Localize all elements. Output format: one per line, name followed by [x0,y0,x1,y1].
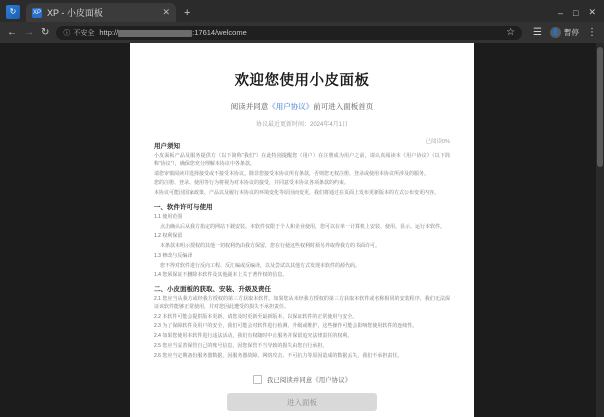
security-status[interactable] [63,28,94,38]
subtitle-suffix: 前可进入面板首页 [313,102,374,111]
nav-right-controls [533,27,597,38]
agreement-item: 2.5 您应当妥善保管自己的账号信息，因您保管不当导致的损失由您自行承担。 [154,342,328,349]
agreement-paragraph: 请您审慎阅读并选择接受或不接受本协议。除非您接受本协议所有条款，否则您无权注册、登录或使用本协议所涉及的服务。 [154,170,430,177]
agree-checkbox-row[interactable] [130,375,474,384]
scrollbar-thumb[interactable] [597,47,603,167]
agreement-scroll-panel[interactable] [154,137,450,365]
agreement-paragraph: 小皮面板产品及服务提供方（以下简称“我们”）在此特别提醒您（用户）在注册成为用户之前，请认真阅读本《用户协议》（以下简称“协议”），确保您充分理解本协议中各条款。 [154,153,450,167]
agreement-item: 2.3 为了保障软件及用户的安全，我们可能会对软件进行检测、升级或维护，这些操作可能会影响您使用软件的连续性。 [154,323,418,330]
subtitle-prefix: 阅读并同意 [230,102,269,111]
app-logo-icon: ↻ [6,5,20,19]
page-title: 欢迎您使用小皮面板 [234,73,370,89]
agreement-item: 1.3 修改与反编译 [154,252,193,259]
agreement-item: 2.4 如果您使用本软件进行违法活动，我们有权随时中止服务并保留追究法律责任的权利。 [154,333,353,339]
close-window-button[interactable]: ✕ [588,7,596,17]
bookmark-star-icon[interactable]: ☆ [506,26,516,38]
page-scrollbar[interactable] [596,43,604,417]
agreement-paragraph: 本协议可能因国家政策、产品以及履行本协议的环境变化等原因而变更，我们将通过在页面上发布更新版本的方式公布变更内容。 [154,190,440,196]
agreement-item: 点击确认后从我方指定的网站下载安装。本软件仅限于个人和企业使用，您可以在单一计算机上安装、使用、显示、运行本软件。 [160,223,446,230]
tab-close-icon[interactable]: ✕ [162,7,170,17]
read-progress-badge: 已阅读0% [425,139,450,145]
page-subtitle [130,101,474,112]
maximize-button[interactable]: □ [573,7,579,18]
browser-menu-icon[interactable]: ⋮ [587,26,597,38]
agree-checkbox-label: 我已阅读并同意《用户协议》 [266,377,352,384]
agreement-section-title: 一、软件许可与使用 [154,203,213,211]
agreement-item: 本条款未明示授权的其他一切权利仍由我方保留，您在行使这些权利时须另外取得我方的书面许可。 [160,243,381,249]
user-agreement-link[interactable]: 《用户协议》 [268,102,314,111]
tab-favicon-icon: XP [32,9,41,16]
tab-title: XP - 小皮面板 [47,8,103,18]
page-viewport [0,43,604,417]
minimize-button[interactable]: – [558,7,564,18]
agreement-section-title: 二、小皮面板的获取、安装、升级及责任 [154,286,271,293]
forward-icon[interactable]: → [24,26,34,38]
avatar: 👤 [550,27,561,38]
agreement-item: 2.6 您应当定期备份服务器数据，因服务器故障、网络攻击、不可抗力等原因造成的数据丢失，我们不承担责任。 [154,352,403,359]
extensions-icon[interactable]: ☰ [533,26,542,38]
info-icon: ⓘ [63,29,71,37]
back-icon[interactable]: ← [7,26,17,38]
agreement-item: 1.2 权利保留 [154,233,183,240]
security-label: 不安全 [73,29,95,37]
agreement-item: 1.4 您须保证不删除本软件及其他副本上关于著作权的信息。 [154,272,288,279]
profile-label: 暫停 [564,28,579,37]
agreement-item: 2.2 本软件可能会提供版本更新，请您及时更新至最新版本，以保证软件的正常使用与安全。 [154,313,358,320]
profile-button[interactable] [550,27,579,38]
navigation-bar [0,22,604,43]
agreement-item: 您不得对软件进行反向工程、反汇编或反编译，以及尝试以其他方式发现本软件的源代码。 [160,262,361,269]
browser-tab[interactable] [26,3,176,22]
window-controls [558,7,596,18]
agreement-heading: 用户须知 [154,143,180,150]
tab-strip [0,0,604,22]
address-bar[interactable] [56,26,522,40]
enter-panel-button[interactable]: 进入面板 [227,393,377,411]
agree-checkbox[interactable] [253,375,262,384]
agreement-item: 2.1 您应当从我方或经我方授权的第三方获取本软件。如果您从未经我方授权的第三方获取本软件或名称相同的安装程序，我们无法保证该软件能够正常使用，并对您因此遭受的损失不承担责任。 [154,296,450,310]
url-text: http:// :17614/welcome [99,28,247,37]
reload-icon[interactable]: ↻ [41,26,50,38]
new-tab-button[interactable]: + [184,7,191,19]
url-redacted [118,30,192,37]
welcome-card [130,43,474,417]
agreement-updated-time: 协议最近更新时间：2024年4月1日 [255,122,349,128]
agreement-item: 1.1 使用范围 [154,213,183,220]
agreement-paragraph: 您的注册、登录、使用等行为将视为对本协议的接受，并同意受本协议各项条款的约束。 [154,180,350,187]
